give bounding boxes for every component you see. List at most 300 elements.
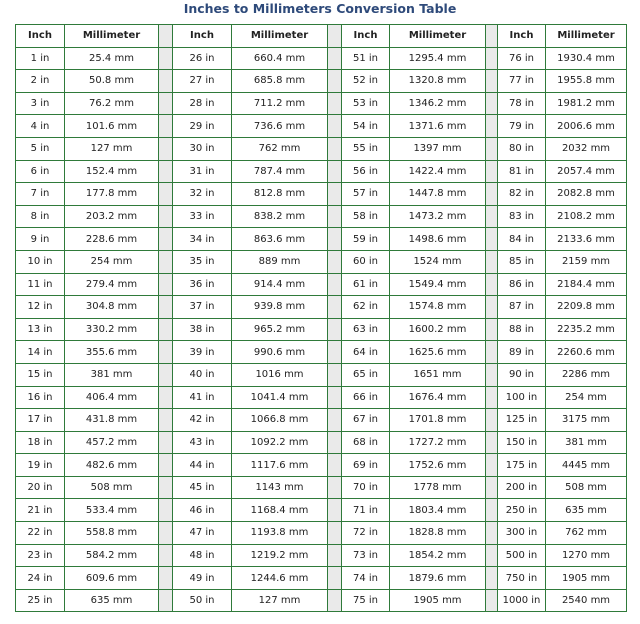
millimeter-cell: 2260.6 mm bbox=[546, 341, 627, 364]
inch-cell: 14 in bbox=[16, 341, 65, 364]
spacer-cell bbox=[486, 386, 498, 409]
inch-cell: 53 in bbox=[342, 92, 390, 115]
inch-cell: 75 in bbox=[342, 589, 390, 612]
inch-cell: 21 in bbox=[16, 499, 65, 522]
spacer-cell bbox=[328, 228, 342, 251]
table-row bbox=[16, 567, 627, 590]
table-row bbox=[16, 183, 627, 206]
inch-cell: 85 in bbox=[498, 250, 546, 273]
inch-cell: 750 in bbox=[498, 567, 546, 590]
millimeter-cell: 1092.2 mm bbox=[232, 431, 328, 454]
inch-cell: 55 in bbox=[342, 137, 390, 160]
millimeter-cell: 1879.6 mm bbox=[390, 567, 486, 590]
spacer-cell bbox=[159, 431, 173, 454]
spacer-cell bbox=[328, 363, 342, 386]
inch-cell: 300 in bbox=[498, 522, 546, 545]
spacer-cell bbox=[159, 522, 173, 545]
inch-cell: 200 in bbox=[498, 476, 546, 499]
spacer-cell bbox=[328, 47, 342, 70]
spacer-cell bbox=[486, 183, 498, 206]
inch-cell: 46 in bbox=[173, 499, 232, 522]
inch-cell: 50 in bbox=[173, 589, 232, 612]
inch-cell: 87 in bbox=[498, 296, 546, 319]
inch-cell: 150 in bbox=[498, 431, 546, 454]
millimeter-cell: 2133.6 mm bbox=[546, 228, 627, 251]
millimeter-cell: 1168.4 mm bbox=[232, 499, 328, 522]
millimeter-cell: 1270 mm bbox=[546, 544, 627, 567]
inch-cell: 79 in bbox=[498, 115, 546, 138]
inch-cell: 67 in bbox=[342, 409, 390, 432]
millimeter-cell: 1219.2 mm bbox=[232, 544, 328, 567]
spacer-cell bbox=[328, 454, 342, 477]
inch-cell: 82 in bbox=[498, 183, 546, 206]
millimeter-cell: 508 mm bbox=[546, 476, 627, 499]
inch-cell: 83 in bbox=[498, 205, 546, 228]
inch-cell: 100 in bbox=[498, 386, 546, 409]
inch-cell: 19 in bbox=[16, 454, 65, 477]
spacer-cell bbox=[159, 70, 173, 93]
millimeter-cell: 1320.8 mm bbox=[390, 70, 486, 93]
inch-cell: 62 in bbox=[342, 296, 390, 319]
millimeter-cell: 1905 mm bbox=[546, 567, 627, 590]
spacer-cell bbox=[328, 115, 342, 138]
spacer-cell bbox=[159, 589, 173, 612]
spacer-cell bbox=[159, 160, 173, 183]
millimeter-cell: 1498.6 mm bbox=[390, 228, 486, 251]
spacer-cell bbox=[486, 273, 498, 296]
table-row bbox=[16, 205, 627, 228]
millimeter-cell: 1371.6 mm bbox=[390, 115, 486, 138]
table-row bbox=[16, 160, 627, 183]
inch-cell: 17 in bbox=[16, 409, 65, 432]
millimeter-cell: 2209.8 mm bbox=[546, 296, 627, 319]
millimeter-cell: 1117.6 mm bbox=[232, 454, 328, 477]
spacer-cell bbox=[159, 318, 173, 341]
table-row bbox=[16, 386, 627, 409]
spacer-cell bbox=[159, 273, 173, 296]
table-row bbox=[16, 476, 627, 499]
spacer-cell bbox=[328, 544, 342, 567]
inch-cell: 64 in bbox=[342, 341, 390, 364]
spacer-cell bbox=[328, 205, 342, 228]
spacer-cell bbox=[328, 386, 342, 409]
millimeter-cell: 76.2 mm bbox=[65, 92, 159, 115]
inch-cell: 60 in bbox=[342, 250, 390, 273]
inch-cell: 65 in bbox=[342, 363, 390, 386]
inch-cell: 37 in bbox=[173, 296, 232, 319]
millimeter-cell: 812.8 mm bbox=[232, 183, 328, 206]
millimeter-cell: 533.4 mm bbox=[65, 499, 159, 522]
inch-cell: 71 in bbox=[342, 499, 390, 522]
spacer-cell bbox=[328, 589, 342, 612]
spacer-cell bbox=[486, 431, 498, 454]
inch-cell: 34 in bbox=[173, 228, 232, 251]
table-row bbox=[16, 499, 627, 522]
millimeter-cell: 711.2 mm bbox=[232, 92, 328, 115]
millimeter-cell: 203.2 mm bbox=[65, 205, 159, 228]
spacer-cell bbox=[486, 544, 498, 567]
header-millimeter: Millimeter bbox=[65, 25, 159, 48]
millimeter-cell: 863.6 mm bbox=[232, 228, 328, 251]
inch-cell: 45 in bbox=[173, 476, 232, 499]
inch-cell: 27 in bbox=[173, 70, 232, 93]
millimeter-cell: 1016 mm bbox=[232, 363, 328, 386]
spacer-cell bbox=[486, 137, 498, 160]
millimeter-cell: 1244.6 mm bbox=[232, 567, 328, 590]
header-inch: Inch bbox=[173, 25, 232, 48]
millimeter-cell: 1600.2 mm bbox=[390, 318, 486, 341]
inch-cell: 29 in bbox=[173, 115, 232, 138]
millimeter-cell: 1041.4 mm bbox=[232, 386, 328, 409]
millimeter-cell: 1981.2 mm bbox=[546, 92, 627, 115]
spacer-cell bbox=[328, 431, 342, 454]
millimeter-cell: 1549.4 mm bbox=[390, 273, 486, 296]
inch-cell: 36 in bbox=[173, 273, 232, 296]
spacer-cell bbox=[486, 363, 498, 386]
millimeter-cell: 914.4 mm bbox=[232, 273, 328, 296]
millimeter-cell: 431.8 mm bbox=[65, 409, 159, 432]
millimeter-cell: 482.6 mm bbox=[65, 454, 159, 477]
inch-cell: 69 in bbox=[342, 454, 390, 477]
header-millimeter: Millimeter bbox=[390, 25, 486, 48]
millimeter-cell: 254 mm bbox=[546, 386, 627, 409]
millimeter-cell: 177.8 mm bbox=[65, 183, 159, 206]
millimeter-cell: 1930.4 mm bbox=[546, 47, 627, 70]
spacer-cell bbox=[486, 341, 498, 364]
spacer-cell bbox=[486, 589, 498, 612]
inch-cell: 1 in bbox=[16, 47, 65, 70]
table-row bbox=[16, 70, 627, 93]
millimeter-cell: 2108.2 mm bbox=[546, 205, 627, 228]
spacer-cell bbox=[159, 137, 173, 160]
inch-cell: 90 in bbox=[498, 363, 546, 386]
millimeter-cell: 1143 mm bbox=[232, 476, 328, 499]
header-millimeter: Millimeter bbox=[232, 25, 328, 48]
spacer-cell bbox=[486, 205, 498, 228]
spacer-cell bbox=[328, 296, 342, 319]
millimeter-cell: 355.6 mm bbox=[65, 341, 159, 364]
inch-cell: 30 in bbox=[173, 137, 232, 160]
inch-cell: 1000 in bbox=[498, 589, 546, 612]
inch-cell: 9 in bbox=[16, 228, 65, 251]
spacer-cell bbox=[328, 70, 342, 93]
conversion-table bbox=[15, 24, 627, 612]
spacer-cell bbox=[159, 567, 173, 590]
spacer-cell bbox=[159, 476, 173, 499]
table-row bbox=[16, 318, 627, 341]
spacer-cell bbox=[486, 228, 498, 251]
page-title: Inches to Millimeters Conversion Table bbox=[183, 1, 457, 16]
spacer-cell bbox=[328, 499, 342, 522]
spacer-cell bbox=[159, 92, 173, 115]
millimeter-cell: 127 mm bbox=[65, 137, 159, 160]
table-row bbox=[16, 522, 627, 545]
millimeter-cell: 279.4 mm bbox=[65, 273, 159, 296]
millimeter-cell: 1955.8 mm bbox=[546, 70, 627, 93]
inch-cell: 66 in bbox=[342, 386, 390, 409]
millimeter-cell: 228.6 mm bbox=[65, 228, 159, 251]
millimeter-cell: 1422.4 mm bbox=[390, 160, 486, 183]
spacer-cell bbox=[328, 567, 342, 590]
inch-cell: 76 in bbox=[498, 47, 546, 70]
spacer-cell bbox=[486, 296, 498, 319]
millimeter-cell: 990.6 mm bbox=[232, 341, 328, 364]
header-inch: Inch bbox=[342, 25, 390, 48]
millimeter-cell: 1524 mm bbox=[390, 250, 486, 273]
millimeter-cell: 635 mm bbox=[65, 589, 159, 612]
spacer-cell bbox=[159, 409, 173, 432]
inch-cell: 18 in bbox=[16, 431, 65, 454]
millimeter-cell: 965.2 mm bbox=[232, 318, 328, 341]
spacer-cell bbox=[159, 386, 173, 409]
millimeter-cell: 635 mm bbox=[546, 499, 627, 522]
millimeter-cell: 2159 mm bbox=[546, 250, 627, 273]
millimeter-cell: 762 mm bbox=[546, 522, 627, 545]
inch-cell: 28 in bbox=[173, 92, 232, 115]
inch-cell: 35 in bbox=[173, 250, 232, 273]
inch-cell: 44 in bbox=[173, 454, 232, 477]
millimeter-cell: 4445 mm bbox=[546, 454, 627, 477]
millimeter-cell: 2082.8 mm bbox=[546, 183, 627, 206]
inch-cell: 24 in bbox=[16, 567, 65, 590]
spacer-cell bbox=[159, 115, 173, 138]
inch-cell: 3 in bbox=[16, 92, 65, 115]
millimeter-cell: 838.2 mm bbox=[232, 205, 328, 228]
inch-cell: 22 in bbox=[16, 522, 65, 545]
inch-cell: 8 in bbox=[16, 205, 65, 228]
millimeter-cell: 685.8 mm bbox=[232, 70, 328, 93]
table-row bbox=[16, 544, 627, 567]
millimeter-cell: 1778 mm bbox=[390, 476, 486, 499]
inch-cell: 26 in bbox=[173, 47, 232, 70]
spacer-cell bbox=[159, 544, 173, 567]
millimeter-cell: 1574.8 mm bbox=[390, 296, 486, 319]
millimeter-cell: 1625.6 mm bbox=[390, 341, 486, 364]
inch-cell: 78 in bbox=[498, 92, 546, 115]
millimeter-cell: 1193.8 mm bbox=[232, 522, 328, 545]
spacer-cell bbox=[486, 250, 498, 273]
millimeter-cell: 736.6 mm bbox=[232, 115, 328, 138]
spacer-cell bbox=[486, 25, 498, 48]
millimeter-cell: 2286 mm bbox=[546, 363, 627, 386]
spacer-cell bbox=[159, 341, 173, 364]
header-row bbox=[16, 25, 627, 48]
millimeter-cell: 1905 mm bbox=[390, 589, 486, 612]
spacer-cell bbox=[328, 318, 342, 341]
spacer-cell bbox=[486, 115, 498, 138]
millimeter-cell: 381 mm bbox=[65, 363, 159, 386]
spacer-cell bbox=[486, 476, 498, 499]
inch-cell: 12 in bbox=[16, 296, 65, 319]
spacer-cell bbox=[486, 47, 498, 70]
millimeter-cell: 152.4 mm bbox=[65, 160, 159, 183]
millimeter-cell: 1752.6 mm bbox=[390, 454, 486, 477]
millimeter-cell: 1828.8 mm bbox=[390, 522, 486, 545]
inch-cell: 15 in bbox=[16, 363, 65, 386]
spacer-cell bbox=[328, 409, 342, 432]
inch-cell: 68 in bbox=[342, 431, 390, 454]
millimeter-cell: 457.2 mm bbox=[65, 431, 159, 454]
spacer-cell bbox=[328, 137, 342, 160]
inch-cell: 47 in bbox=[173, 522, 232, 545]
millimeter-cell: 1676.4 mm bbox=[390, 386, 486, 409]
inch-cell: 7 in bbox=[16, 183, 65, 206]
millimeter-cell: 939.8 mm bbox=[232, 296, 328, 319]
table-row bbox=[16, 341, 627, 364]
spacer-cell bbox=[328, 25, 342, 48]
inch-cell: 56 in bbox=[342, 160, 390, 183]
millimeter-cell: 330.2 mm bbox=[65, 318, 159, 341]
spacer-cell bbox=[159, 25, 173, 48]
inch-cell: 38 in bbox=[173, 318, 232, 341]
inch-cell: 54 in bbox=[342, 115, 390, 138]
inch-cell: 81 in bbox=[498, 160, 546, 183]
table-body bbox=[16, 47, 627, 612]
inch-cell: 20 in bbox=[16, 476, 65, 499]
table-row bbox=[16, 92, 627, 115]
millimeter-cell: 609.6 mm bbox=[65, 567, 159, 590]
spacer-cell bbox=[159, 296, 173, 319]
millimeter-cell: 1803.4 mm bbox=[390, 499, 486, 522]
table-row bbox=[16, 250, 627, 273]
inch-cell: 52 in bbox=[342, 70, 390, 93]
table-row bbox=[16, 431, 627, 454]
inch-cell: 6 in bbox=[16, 160, 65, 183]
spacer-cell bbox=[159, 183, 173, 206]
inch-cell: 2 in bbox=[16, 70, 65, 93]
millimeter-cell: 3175 mm bbox=[546, 409, 627, 432]
inch-cell: 16 in bbox=[16, 386, 65, 409]
inch-cell: 23 in bbox=[16, 544, 65, 567]
table-row bbox=[16, 47, 627, 70]
header-inch: Inch bbox=[498, 25, 546, 48]
spacer-cell bbox=[486, 454, 498, 477]
spacer-cell bbox=[159, 205, 173, 228]
spacer-cell bbox=[328, 522, 342, 545]
inch-cell: 500 in bbox=[498, 544, 546, 567]
inch-cell: 125 in bbox=[498, 409, 546, 432]
inch-cell: 42 in bbox=[173, 409, 232, 432]
inch-cell: 59 in bbox=[342, 228, 390, 251]
millimeter-cell: 1651 mm bbox=[390, 363, 486, 386]
spacer-cell bbox=[486, 567, 498, 590]
inch-cell: 70 in bbox=[342, 476, 390, 499]
spacer-cell bbox=[486, 160, 498, 183]
inch-cell: 175 in bbox=[498, 454, 546, 477]
millimeter-cell: 2540 mm bbox=[546, 589, 627, 612]
millimeter-cell: 1295.4 mm bbox=[390, 47, 486, 70]
inch-cell: 61 in bbox=[342, 273, 390, 296]
millimeter-cell: 889 mm bbox=[232, 250, 328, 273]
inch-cell: 39 in bbox=[173, 341, 232, 364]
table-row bbox=[16, 363, 627, 386]
spacer-cell bbox=[159, 499, 173, 522]
millimeter-cell: 1727.2 mm bbox=[390, 431, 486, 454]
table-row bbox=[16, 296, 627, 319]
spacer-cell bbox=[486, 70, 498, 93]
spacer-cell bbox=[486, 522, 498, 545]
inch-cell: 5 in bbox=[16, 137, 65, 160]
millimeter-cell: 508 mm bbox=[65, 476, 159, 499]
millimeter-cell: 127 mm bbox=[232, 589, 328, 612]
millimeter-cell: 381 mm bbox=[546, 431, 627, 454]
millimeter-cell: 406.4 mm bbox=[65, 386, 159, 409]
millimeter-cell: 25.4 mm bbox=[65, 47, 159, 70]
inch-cell: 49 in bbox=[173, 567, 232, 590]
spacer-cell bbox=[486, 499, 498, 522]
millimeter-cell: 2057.4 mm bbox=[546, 160, 627, 183]
millimeter-cell: 1346.2 mm bbox=[390, 92, 486, 115]
header-inch: Inch bbox=[16, 25, 65, 48]
spacer-cell bbox=[159, 454, 173, 477]
inch-cell: 89 in bbox=[498, 341, 546, 364]
millimeter-cell: 1066.8 mm bbox=[232, 409, 328, 432]
table-row bbox=[16, 273, 627, 296]
table-row bbox=[16, 454, 627, 477]
inch-cell: 43 in bbox=[173, 431, 232, 454]
millimeter-cell: 2032 mm bbox=[546, 137, 627, 160]
millimeter-cell: 1447.8 mm bbox=[390, 183, 486, 206]
inch-cell: 31 in bbox=[173, 160, 232, 183]
inch-cell: 77 in bbox=[498, 70, 546, 93]
inch-cell: 13 in bbox=[16, 318, 65, 341]
spacer-cell bbox=[328, 476, 342, 499]
millimeter-cell: 50.8 mm bbox=[65, 70, 159, 93]
inch-cell: 250 in bbox=[498, 499, 546, 522]
table-row bbox=[16, 589, 627, 612]
millimeter-cell: 2184.4 mm bbox=[546, 273, 627, 296]
millimeter-cell: 787.4 mm bbox=[232, 160, 328, 183]
millimeter-cell: 1397 mm bbox=[390, 137, 486, 160]
spacer-cell bbox=[328, 250, 342, 273]
millimeter-cell: 1701.8 mm bbox=[390, 409, 486, 432]
inch-cell: 33 in bbox=[173, 205, 232, 228]
spacer-cell bbox=[159, 47, 173, 70]
inch-cell: 72 in bbox=[342, 522, 390, 545]
inch-cell: 40 in bbox=[173, 363, 232, 386]
spacer-cell bbox=[486, 409, 498, 432]
spacer-cell bbox=[328, 92, 342, 115]
spacer-cell bbox=[159, 228, 173, 251]
inch-cell: 32 in bbox=[173, 183, 232, 206]
millimeter-cell: 2235.2 mm bbox=[546, 318, 627, 341]
spacer-cell bbox=[328, 160, 342, 183]
table-row bbox=[16, 228, 627, 251]
inch-cell: 74 in bbox=[342, 567, 390, 590]
inch-cell: 80 in bbox=[498, 137, 546, 160]
inch-cell: 4 in bbox=[16, 115, 65, 138]
table-row bbox=[16, 115, 627, 138]
inch-cell: 57 in bbox=[342, 183, 390, 206]
millimeter-cell: 558.8 mm bbox=[65, 522, 159, 545]
millimeter-cell: 2006.6 mm bbox=[546, 115, 627, 138]
inch-cell: 10 in bbox=[16, 250, 65, 273]
spacer-cell bbox=[486, 318, 498, 341]
inch-cell: 73 in bbox=[342, 544, 390, 567]
millimeter-cell: 304.8 mm bbox=[65, 296, 159, 319]
header-millimeter: Millimeter bbox=[546, 25, 627, 48]
spacer-cell bbox=[328, 341, 342, 364]
inch-cell: 11 in bbox=[16, 273, 65, 296]
table-row bbox=[16, 137, 627, 160]
spacer-cell bbox=[486, 92, 498, 115]
millimeter-cell: 584.2 mm bbox=[65, 544, 159, 567]
inch-cell: 51 in bbox=[342, 47, 390, 70]
inch-cell: 48 in bbox=[173, 544, 232, 567]
inch-cell: 84 in bbox=[498, 228, 546, 251]
inch-cell: 41 in bbox=[173, 386, 232, 409]
inch-cell: 88 in bbox=[498, 318, 546, 341]
